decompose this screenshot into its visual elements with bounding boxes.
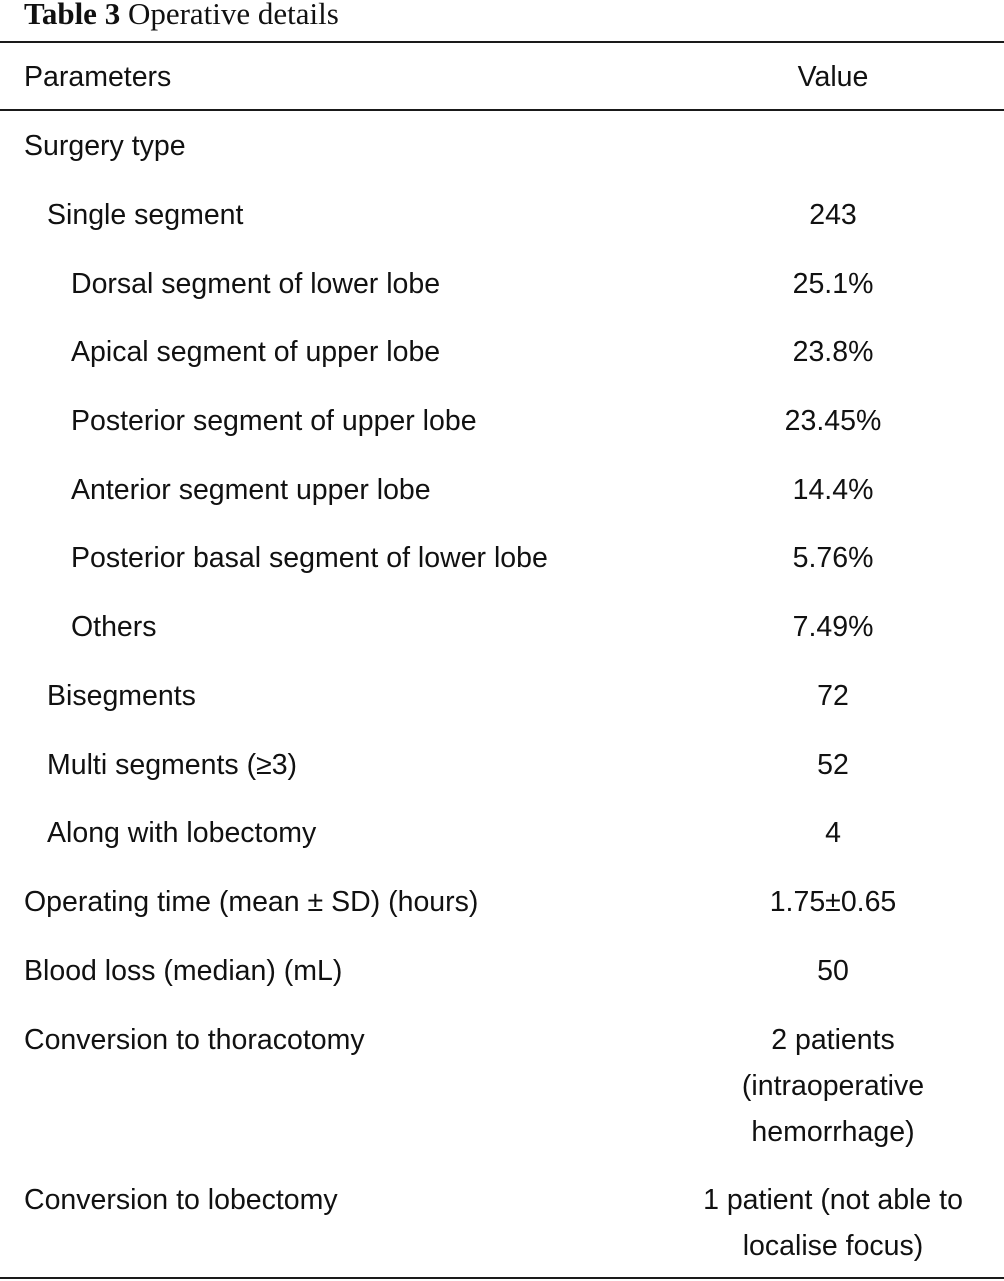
header-value: Value <box>797 61 869 93</box>
row-parameter: Posterior segment of upper lobe <box>71 405 477 437</box>
row-parameter: Dorsal segment of lower lobe <box>71 268 441 300</box>
row-value: 4 <box>825 817 841 849</box>
header-parameters: Parameters <box>24 61 172 93</box>
row-value: 1.75±0.65 <box>769 886 897 918</box>
row-value-line: (intraoperative <box>741 1070 925 1102</box>
bottom-rule <box>0 1277 1004 1279</box>
row-value: 243 <box>809 199 857 231</box>
row-parameter: Surgery type <box>24 130 186 162</box>
row-value-line: localise focus) <box>742 1230 924 1262</box>
row-parameter: Single segment <box>47 199 244 231</box>
row-parameter: Bisegments <box>47 680 196 712</box>
header-rule <box>0 109 1004 111</box>
row-parameter: Conversion to lobectomy <box>24 1184 338 1216</box>
row-value: 23.8% <box>792 336 874 368</box>
row-parameter: Posterior basal segment of lower lobe <box>71 542 548 574</box>
row-parameter: Anterior segment upper lobe <box>71 474 431 506</box>
row-value: 23.45% <box>784 405 882 437</box>
row-value-line: 2 patients <box>771 1024 895 1056</box>
row-parameter: Along with lobectomy <box>47 817 317 849</box>
row-value-line: 1 patient (not able to <box>703 1184 963 1216</box>
row-value: 14.4% <box>792 474 874 506</box>
row-value: 52 <box>817 749 849 781</box>
row-parameter: Others <box>71 611 157 643</box>
table-caption <box>24 0 339 34</box>
row-value: 25.1% <box>792 268 874 300</box>
row-parameter: Apical segment of upper lobe <box>71 336 441 368</box>
row-parameter: Conversion to thoracotomy <box>24 1024 365 1056</box>
table-title: Operative details <box>127 0 339 31</box>
row-value: 50 <box>817 955 849 987</box>
row-value: 7.49% <box>792 611 874 643</box>
row-value <box>663 1177 1003 1269</box>
row-parameter: Blood loss (median) (mL) <box>24 955 343 987</box>
row-value: 72 <box>817 680 849 712</box>
row-value: 5.76% <box>792 542 874 574</box>
row-parameter: Operating time (mean ± SD) (hours) <box>24 886 479 918</box>
row-value <box>663 1017 1003 1155</box>
table-number: Table 3 <box>24 0 121 31</box>
top-rule <box>0 41 1004 43</box>
row-parameter: Multi segments (≥3) <box>47 749 298 781</box>
row-value-line: hemorrhage) <box>751 1116 915 1148</box>
